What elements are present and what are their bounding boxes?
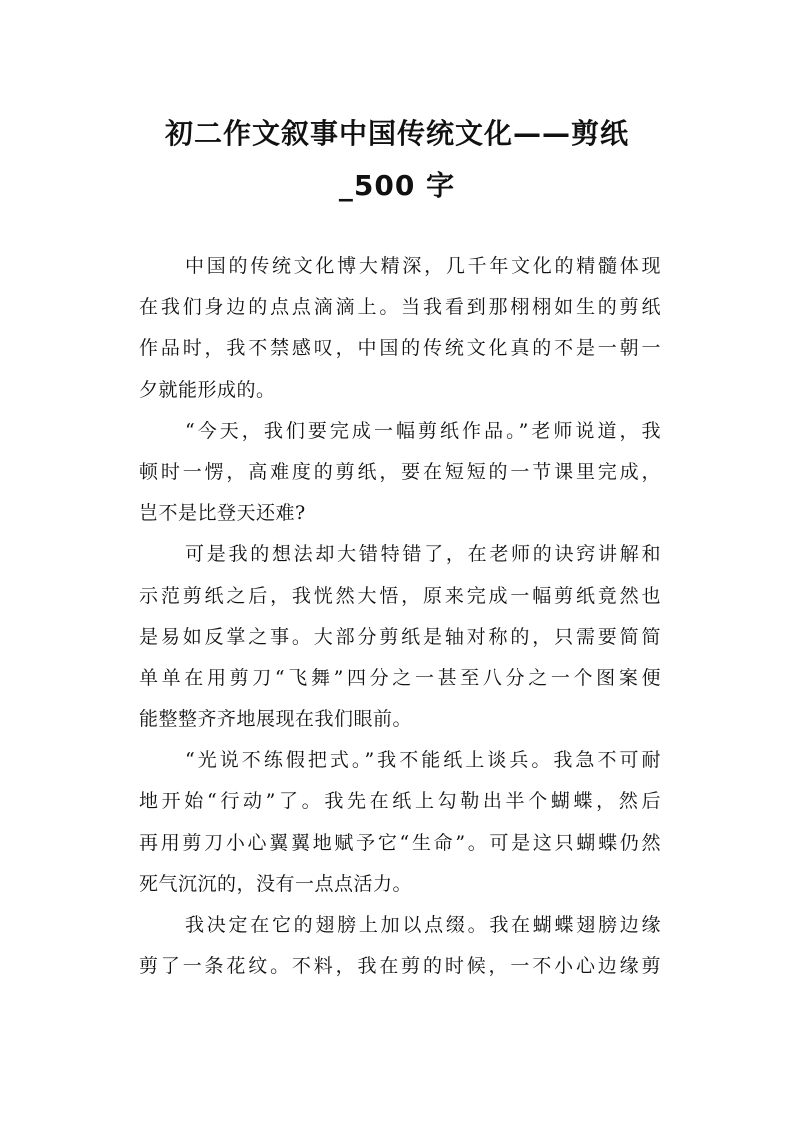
paragraph-4-line-3: 再用剪刀小心翼翼地赋予它“生命”。可是这只蝴蝶仍然 (139, 831, 661, 854)
paragraph-2-line-1: “今天，我们要完成一幅剪纸作品。”老师说道，我 (185, 419, 661, 442)
paragraph-4-line-1: “光说不练假把式。”我不能纸上谈兵。我急不可耐 (185, 749, 661, 772)
paragraph-1-line-1: 中国的传统文化博大精深，几千年文化的精髓体现 (185, 255, 661, 277)
paragraph-3-line-2: 示范剪纸之后，我恍然大悟，原来完成一幅剪纸竟然也 (139, 584, 661, 607)
paragraph-3-line-1: 可是我的想法却大错特错了，在老师的诀窍讲解和 (185, 543, 661, 566)
title-line-2: _500 字 (338, 169, 456, 202)
paragraph-4-line-4: 死气沉沉的，没有一点点活力。 (139, 872, 413, 895)
paragraph-3-line-3: 是易如反掌之事。大部分剪纸是轴对称的，只需要简简 (139, 625, 661, 648)
paragraph-1-line-2: 在我们身边的点点滴滴上。当我看到那栩栩如生的剪纸 (139, 296, 661, 319)
paragraph-3-line-5: 能整整齐齐地展现在我们眼前。 (139, 708, 413, 731)
paragraph-1-line-3: 作品时，我不禁感叹，中国的传统文化真的不是一朝一 (139, 337, 661, 360)
paragraph-3-line-4: 单单在用剪刀“飞舞”四分之一甚至八分之一个图案便 (139, 666, 661, 689)
paragraph-1-line-4: 夕就能形成的。 (139, 378, 276, 401)
paragraph-4-line-2: 地开始“行动”了。我先在纸上勾勒出半个蝴蝶，然后 (139, 790, 661, 813)
essay-body (139, 246, 661, 987)
paragraph-2-line-3: 岂不是比登天还难? (139, 502, 306, 525)
paragraph-5-line-2: 剪了一条花纹。不料，我在剪的时候，一不小心边缘剪 (139, 955, 661, 978)
title-line-1: 初二作文叙事中国传统文化——剪纸 (164, 117, 629, 150)
paragraph-5-line-1: 我决定在它的翅膀上加以点缀。我在蝴蝶翅膀边缘 (185, 914, 661, 936)
paragraph-2-line-2: 顿时一愣，高难度的剪纸，要在短短的一节课里完成， (139, 460, 661, 483)
document-title (120, 108, 674, 212)
